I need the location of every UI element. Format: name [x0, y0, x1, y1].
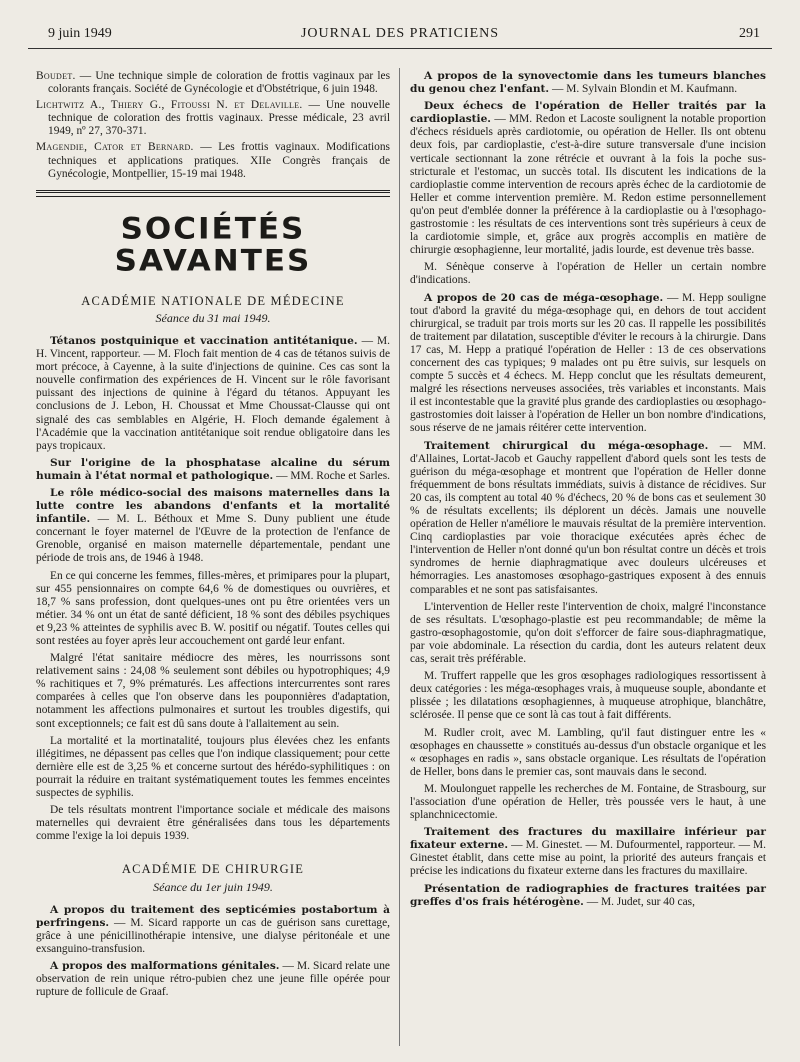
column-divider	[399, 68, 400, 1046]
header-rule	[28, 48, 772, 49]
right-column	[410, 70, 766, 913]
report-item: A propos des malformations génitales. — M. Sicard relate une observation de rein unique rétro-pubien chez une jeune fille opérée pour rupture de follicule de Graaf.	[36, 959, 390, 999]
reference-entry: Lichtwitz A., Thiery G., Fitoussi N. et Delaville. — Une nouvelle technique de coloration des frottis vaginaux. Presse médicale, 23 avril 1949, nº 27, 370-371.	[36, 99, 390, 138]
report-item: Deux échecs de l'opération de Heller traités par la cardioplastie. — MM. Redon et Lacoste soulignent la notable proportion d'échecs résiduels après cardiotomie, ou opération de Heller. Ils ont obtenu deux fois, par cardioplastie, c'est-à-dire suture transversale d'une incision verticale sectionnant la zone rétrécie et ouvrant à la fois la poche sus-stricturale et l'estomac, un succès total. Ils discutent les indications de la cardioplastie comme intervention de recours après échec de la cardiotomie de Heller et comme intervention première. M. Redon estime personnellement qu'on peut d'emblée donner la préférence à la cardioplastie ou à l'œsophago-gastrostomie : les résultats de ces interventions sont très supérieurs à ceux de la cardiotomie simple, et, grâce aux progrès accomplis en matière de chirurgie œsophagienne, leur mortalité, jadis lourde, est devenue très basse.	[410, 100, 766, 257]
academy-heading: ACADÉMIE DE CHIRURGIE	[121, 862, 305, 877]
body-paragraph: M. Moulonguet rappelle les recherches de M. Fontaine, de Strasbourg, sur l'association d'une opération de Heller, très poussée vers le haut, à une splanchnicectomie.	[410, 782, 766, 822]
reference-entry: Magendie, Cator et Bernard. — Les frottis vaginaux. Modifications techniques et applications pratiques. XIIe Congrès français de Gynécologie, Montpellier, 15-19 mai 1948.	[36, 141, 390, 180]
body-paragraph: M. Sénèque conserve à l'opération de Heller un certain nombre d'indications.	[410, 261, 766, 287]
journal-title: JOURNAL DES PRATICIENS	[300, 26, 500, 41]
report-item: Traitement des fractures du maxillaire inférieur par fixateur externe. — M. Ginestet. — M. Dufourmentel, rapporteur. — M. Ginestet établit, dans cette mise au point, la priorité des auteurs français et précise les indications du fixateur externe dans les fractures du maxillaire.	[410, 826, 766, 878]
report-item: Le rôle médico-social des maisons maternelles dans la lutte contre les abandons d'enfants et la mortalité infantile. — M. L. Béthoux et Mme S. Duny publient une étude concernant le foyer maternel de l'Œuvre de la protection de l'enfance de Grenoble, organisé en maison maternelle départementale, pendant une période de trois ans, de 1946 à 1948.	[36, 486, 390, 565]
body-paragraph: De tels résultats montrent l'importance sociale et médicale des maisons maternelles qui devraient être généralisées dans tous les départements comme l'exige la loi depuis 1939.	[36, 804, 390, 843]
body-paragraph: Malgré l'état sanitaire médiocre des mères, les nourrissons sont relativement sains : 24,08 % seulement sont débiles ou hypotrophiques; 4,9 % rachitiques et 7, 9% prématurés. Les affections intercurrentes sont rares comparées à celles que l'on observe dans les pouponnières d'adaptation, notamment les affections pulmonaires et surtout les troubles digestifs, qui sont exceptionnels; ce fait est dû sans doute à l'allaitement au sein.	[36, 652, 390, 730]
running-header	[28, 26, 772, 48]
report-item: Tétanos postquinique et vaccination antitétanique. — M. H. Vincent, rapporteur. — M. Floch fait mention de 4 cas de tétanos suivis de mort précoce, à Cayenne, à la suite d'injections de quinine. Ces cas sont la nouvelle confirmation des expériences de H. Vincent sur le rôle favorisant puissant des injections de quinine à l'égard du tétanos. Appuyant les conclusions de J. Lebon, H. Choussat et Mme Choussat-Clausse qui ont signalé des cas semblables en Algérie, H. Floch demande également à l'Académie que la vaccination antitétanique soit rendue obligatoire dans les pays tropicaux.	[36, 334, 390, 452]
body-paragraph: L'intervention de Heller reste l'intervention de choix, malgré l'inconstance de ses résultats. L'œsophago-plastie est peu recommandable; de même la gastro-œsophagostomie, qu'on doit s'efforcer de faire sous-diaphragmatique, par voie abdominale. La résection du cardia, dont les auteurs relatent deux cas, serait très préférable.	[410, 600, 766, 666]
report-item: A propos de 20 cas de méga-œsophage. — M. Hepp souligne tout d'abord la gravité du méga-œsophage qui, en dehors de tout accident chirurgical, se traduit par trois morts sur les 20 cas. Il rappelle les possibilités de traitement par dilatation, susceptible d'éviter le recours à la chirurgie. Dans 17 cas, M. Hepp a pratiqué l'opération de Heller : 13 de ces observations concernent des cas typiques; 9 malades ont pu être suivis, sur lesquels on compte 5 succès et 4 échecs. M. Hepp conclut que les résultats demeurent, malgré les résections nerveuses associées, très variables et inconstants. Mais il est incontestable que la gravité plus grande des cardioplasties ou œsophago-gastrostomies doit laisser à l'opération de Heller un bon nombre d'indications, sous réserve de ne jamais réitérer cette intervention.	[410, 291, 766, 435]
body-paragraph: M. Rudler croit, avec M. Lambling, qu'il faut distinguer entre les « œsophages en chaussette » constitués au-dessus d'un obstacle organique et les « œsophages en radis », sans obstacle organique. Les résultats de l'opération de Heller, bons dans le premier cas, sont mauvais dans le second.	[410, 726, 766, 778]
academy-heading: ACADÉMIE NATIONALE DE MÉDECINE	[81, 293, 345, 308]
report-item: Traitement chirurgical du méga-œsophage. — MM. d'Allaines, Lortat-Jacob et Gauchy rappellent d'abord quels sont les tests de guérison du méga-œsophage et montrent que l'opération de Heller donne fréquemment de bons résultats immédiats, suivis à distance de récidives. Sur 20 cas, ils comptent au total 40 % d'échecs, 20 % de bons cas et seulement 30 % de résultats excellents; ils déplorent un décès. Jamais une nouvelle opération de Heller n'améliore le mauvais résultat de la première intervention. Cinq cardioplasties par voie thoracique exécutées après échec de l'intervention de Heller n'ont donné qu'un bon résultat contre un décès et trois syndromes de hernie diaphragmatique avec douleurs ulcéreuses et hémorragies. Les anastomoses œsophago-gastriques exposent à des ennuis comparables et ne sont pas satisfaisantes.	[410, 439, 766, 596]
body-paragraph: La mortalité et la mortinatalité, toujours plus élevées chez les enfants illégitimes, ne dépassent pas celles que l'on indique classiquement; pour cette dernière elle est de 3,25 % et concerne surtout des hérédo-syphilitiques : on pourrait la réduire en traitant systématiquement toutes les femmes enceintes suspectes de syphilis.	[36, 734, 390, 800]
section-title: SOCIÉTÉS SAVANTES	[114, 211, 312, 278]
left-column	[36, 70, 390, 1003]
report-item: Sur l'origine de la phosphatase alcaline du sérum humain à l'état normal et pathologique. — MM. Roche et Sarles.	[36, 456, 390, 482]
reference-entry: Boudet. — Une technique simple de coloration de frottis vaginaux par les colorants français. Société de Gynécologie et d'Obstétrique, 6 juin 1948.	[36, 70, 390, 96]
session-date: Séance du 1er juin 1949.	[153, 879, 273, 894]
body-paragraph: En ce qui concerne les femmes, filles-mères, et primipares pour la plupart, sur 455 pensionnaires on compte 64,6 % de domestiques ou ouvrières, et 18,7 % sans profession, dont quelques-unes ont pu être orientées vers un métier. 34 % ont un état de santé déficient, 18 % sont des débiles psychiques et 9,23 % atteintes de syphilis avec B. W. positif ou négatif. Toutes celles qui sont restées au foyer après leur accouchement ont gardé leur enfant.	[36, 569, 390, 647]
report-item: A propos du traitement des septicémies postabortum à perfringens. — M. Sicard rapporte un cas de guérison sans curettage, grâce à une pénicillinothérapie intensive, une dialyse péritonéale et une exsanguino-transfusion.	[36, 903, 390, 955]
report-item: Présentation de radiographies de fractures traitées par greffes d'os frais hétérogène. — M. Judet, sur 40 cas,	[410, 882, 766, 908]
body-paragraph: M. Truffert rappelle que les gros œsophages radiologiques ressortissent à deux catégories : les méga-œsophages vrais, à muqueuse souple, abondante et plissée ; les dilatations œsophagiennes, à muqueuse atrophique, blanchâtre, sclérosée. Il pense que ce sont là cas tout à fait différents.	[410, 670, 766, 722]
report-item: A propos de la synovectomie dans les tumeurs blanches du genou chez l'enfant. — M. Sylvain Blondin et M. Kaufmann.	[410, 70, 766, 96]
section-rule	[36, 190, 390, 197]
issue-date: 9 juin 1949	[48, 26, 112, 41]
page-number: 291	[739, 26, 760, 41]
session-date: Séance du 31 mai 1949.	[155, 310, 271, 325]
